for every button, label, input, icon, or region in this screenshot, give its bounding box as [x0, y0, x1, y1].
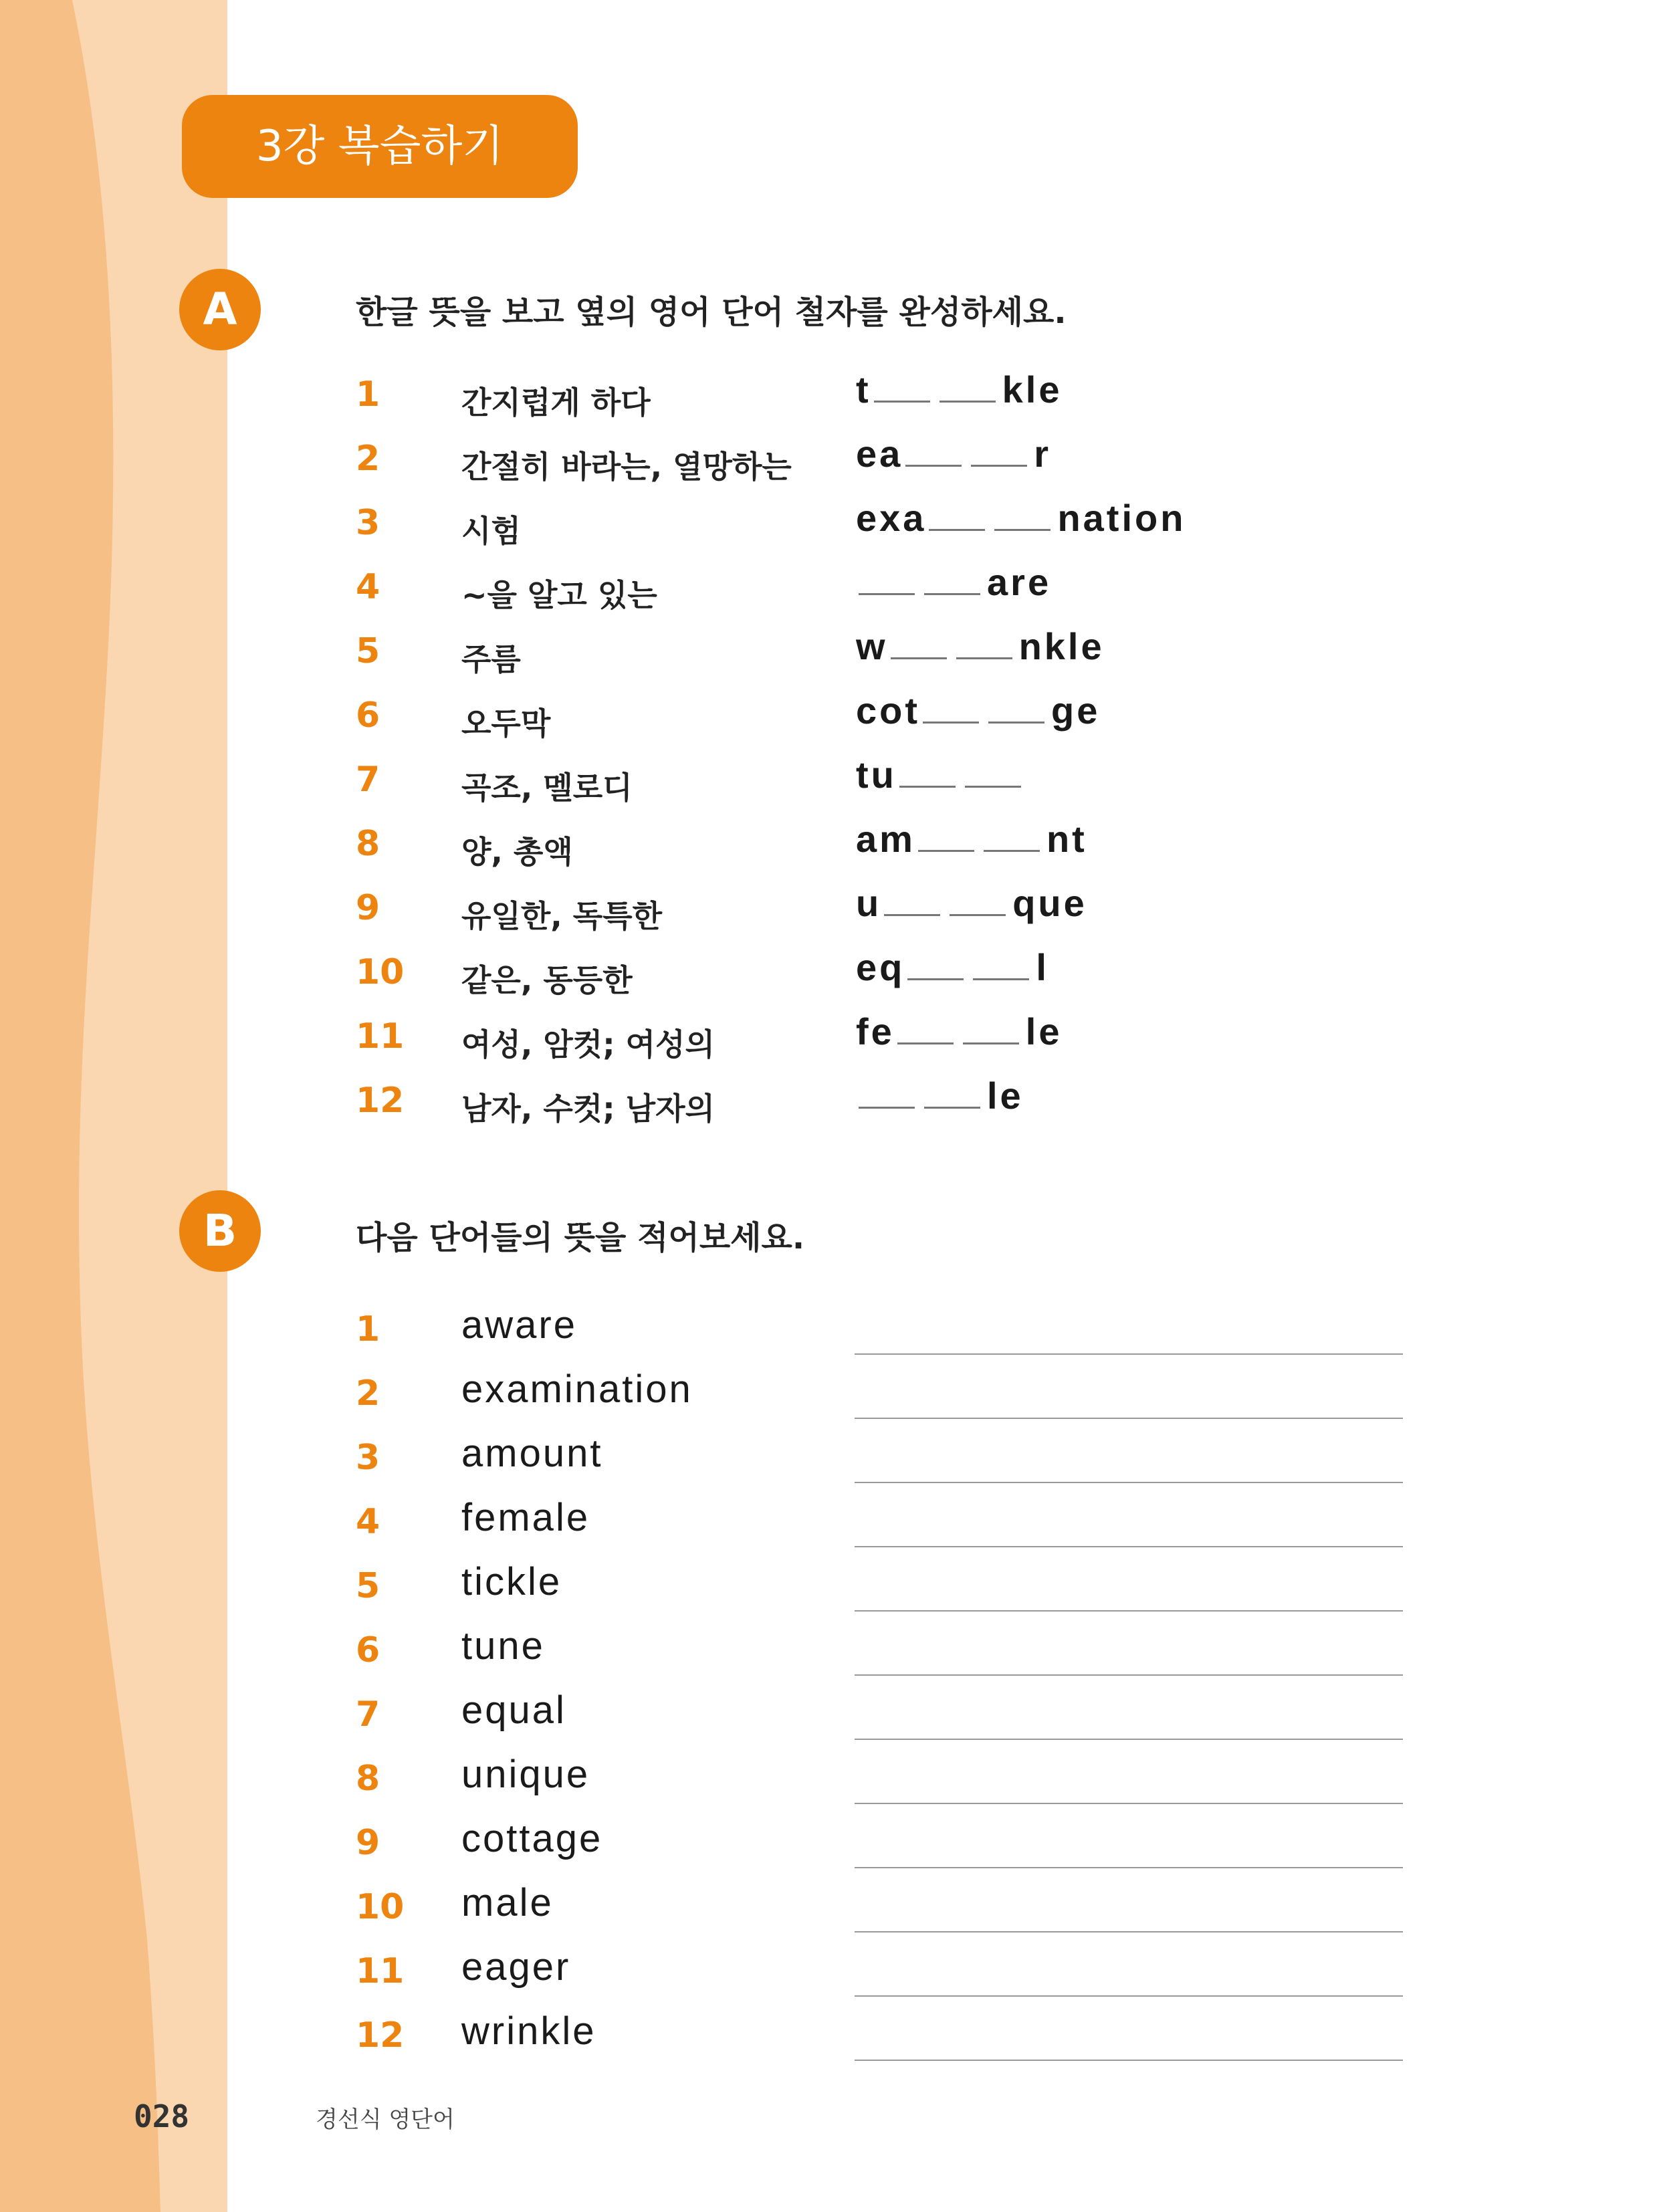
book-title: 경선식 영단어: [316, 2106, 455, 2133]
answer-line[interactable]: [855, 1803, 1403, 1804]
item-number: 8: [356, 1759, 380, 1799]
meaning-row: [0, 1296, 1659, 1360]
partial-word: [856, 496, 1186, 540]
word-prefix: tu: [856, 754, 897, 796]
letter-blank[interactable]: [956, 655, 1012, 659]
english-word: tune: [461, 1624, 545, 1668]
meaning-row: [0, 2002, 1659, 2066]
item-number: 5: [356, 631, 380, 671]
spelling-row: [0, 939, 1659, 1003]
spelling-row: [0, 361, 1659, 425]
korean-meaning: 남자, 수컷; 남자의: [461, 1091, 715, 1127]
item-number: 7: [356, 760, 380, 800]
partial-word: [856, 689, 1100, 732]
letter-blank[interactable]: [899, 783, 956, 788]
answer-line[interactable]: [855, 2060, 1403, 2061]
korean-meaning: 곡조, 멜로디: [461, 770, 633, 806]
word-prefix: t: [856, 368, 871, 411]
meaning-row: [0, 1809, 1659, 1874]
spelling-row: [0, 554, 1659, 618]
letter-blank[interactable]: [971, 462, 1027, 467]
letter-blank[interactable]: [994, 526, 1050, 531]
item-number: 11: [356, 1016, 405, 1057]
spelling-row: [0, 746, 1659, 810]
spelling-row: [0, 682, 1659, 746]
english-word: unique: [461, 1753, 590, 1796]
letter-blank[interactable]: [984, 847, 1040, 852]
letter-blank[interactable]: [859, 590, 915, 595]
letter-blank[interactable]: [918, 847, 974, 852]
meaning-row: [0, 1488, 1659, 1553]
partial-word: [856, 432, 1051, 475]
word-prefix: w: [856, 625, 888, 667]
korean-meaning: 시험: [461, 513, 521, 549]
letter-blank[interactable]: [897, 1040, 954, 1044]
spelling-row: [0, 489, 1659, 554]
answer-line[interactable]: [855, 1931, 1403, 1932]
word-prefix: am: [856, 818, 915, 860]
section-b-instruction: 다음 단어들의 뜻을 적어보세요.: [356, 1219, 805, 1256]
meaning-row: [0, 1874, 1659, 1938]
word-suffix: nkle: [1018, 625, 1105, 667]
word-suffix: le: [987, 1075, 1024, 1117]
letter-blank[interactable]: [950, 911, 1006, 916]
item-number: 1: [356, 1309, 380, 1349]
spelling-row: [0, 425, 1659, 489]
word-prefix: ea: [856, 433, 903, 475]
english-word: female: [461, 1496, 590, 1539]
item-number: 6: [356, 1630, 380, 1670]
korean-meaning: 유일한, 독특한: [461, 898, 663, 934]
item-number: 10: [356, 1887, 405, 1927]
item-number: 8: [356, 824, 380, 864]
item-number: 11: [356, 1951, 405, 1991]
korean-meaning: 같은, 동등한: [461, 962, 633, 998]
korean-meaning: 주름: [461, 641, 521, 677]
english-word: examination: [461, 1367, 693, 1411]
letter-blank[interactable]: [939, 398, 996, 403]
word-suffix: r: [1034, 433, 1052, 475]
answer-line[interactable]: [855, 1546, 1403, 1547]
english-word: eager: [461, 1945, 571, 1989]
english-word: amount: [461, 1432, 603, 1475]
korean-meaning: 여성, 암컷; 여성의: [461, 1026, 715, 1063]
item-number: 2: [356, 439, 380, 479]
meaning-row: [0, 1938, 1659, 2002]
item-number: 3: [356, 503, 380, 543]
partial-word: [856, 817, 1087, 861]
partial-word: [856, 1074, 1024, 1117]
letter-blank[interactable]: [923, 719, 979, 724]
partial-word: [856, 625, 1105, 668]
korean-meaning: 간지럽게 하다: [461, 384, 651, 421]
partial-word: [856, 946, 1049, 989]
word-prefix: eq: [856, 946, 905, 988]
spelling-row: [0, 1067, 1659, 1131]
letter-blank[interactable]: [973, 976, 1029, 980]
spelling-row: [0, 1003, 1659, 1067]
letter-blank[interactable]: [924, 590, 980, 595]
answer-line[interactable]: [855, 1739, 1403, 1740]
letter-blank[interactable]: [963, 1040, 1019, 1044]
item-number: 4: [356, 567, 380, 607]
answer-line[interactable]: [855, 1482, 1403, 1483]
english-word: wrinkle: [461, 2009, 596, 2053]
lesson-title: 3강 복습하기: [182, 95, 578, 198]
meaning-row: [0, 1360, 1659, 1424]
english-word: tickle: [461, 1560, 562, 1603]
letter-blank[interactable]: [884, 911, 940, 916]
answer-line[interactable]: [855, 1353, 1403, 1355]
answer-line[interactable]: [855, 1418, 1403, 1419]
word-suffix: ge: [1051, 689, 1101, 732]
item-number: 4: [356, 1502, 380, 1542]
english-word: male: [461, 1881, 554, 1924]
letter-blank[interactable]: [924, 1104, 980, 1109]
word-prefix: exa: [856, 497, 927, 539]
meaning-row: [0, 1424, 1659, 1488]
spelling-row: [0, 875, 1659, 939]
meaning-row: [0, 1553, 1659, 1617]
word-suffix: que: [1012, 882, 1087, 924]
item-number: 2: [356, 1373, 380, 1414]
word-suffix: le: [1025, 1010, 1063, 1053]
word-suffix: nation: [1057, 497, 1186, 539]
word-prefix: fe: [856, 1010, 895, 1053]
meaning-row: [0, 1681, 1659, 1745]
item-number: 10: [356, 952, 405, 992]
partial-word: [856, 368, 1063, 411]
item-number: 6: [356, 695, 380, 736]
spelling-row: [0, 810, 1659, 875]
word-suffix: are: [987, 561, 1052, 603]
answer-line[interactable]: [855, 1610, 1403, 1612]
letter-blank[interactable]: [907, 976, 964, 980]
answer-line[interactable]: [855, 1995, 1403, 1997]
item-number: 12: [356, 1081, 405, 1121]
item-number: 9: [356, 1823, 380, 1863]
item-number: 3: [356, 1438, 380, 1478]
meaning-row: [0, 1617, 1659, 1681]
answer-line[interactable]: [855, 1674, 1403, 1676]
letter-blank[interactable]: [965, 783, 1021, 788]
word-suffix: l: [1036, 946, 1049, 988]
section-a-instruction: 한글 뜻을 보고 옆의 영어 단어 철자를 완성하세요.: [356, 294, 1067, 331]
answer-line[interactable]: [855, 1867, 1403, 1868]
letter-blank[interactable]: [874, 398, 930, 403]
word-prefix: u: [856, 882, 882, 924]
korean-meaning: 양, 총액: [461, 834, 573, 870]
page-number: 028: [134, 2098, 190, 2134]
letter-blank[interactable]: [891, 655, 947, 659]
partial-word: [856, 1010, 1063, 1053]
letter-blank[interactable]: [905, 462, 962, 467]
word-suffix: kle: [1002, 368, 1063, 411]
word-suffix: nt: [1046, 818, 1087, 860]
spelling-row: [0, 618, 1659, 682]
item-number: 9: [356, 888, 380, 928]
item-number: 5: [356, 1566, 380, 1606]
korean-meaning: 간절히 바라는, 열망하는: [461, 449, 792, 485]
partial-word: [856, 753, 1028, 796]
korean-meaning: 오두막: [461, 705, 551, 742]
english-word: aware: [461, 1303, 577, 1347]
item-number: 1: [356, 374, 380, 415]
partial-word: [856, 881, 1087, 925]
word-prefix: cot: [856, 689, 920, 732]
meaning-row: [0, 1745, 1659, 1809]
section-b-badge: B: [179, 1190, 261, 1272]
partial-word: [856, 560, 1051, 604]
letter-blank[interactable]: [859, 1104, 915, 1109]
korean-meaning: ~을 알고 있는: [461, 577, 657, 613]
item-number: 12: [356, 2015, 405, 2056]
english-word: equal: [461, 1688, 566, 1732]
letter-blank[interactable]: [929, 526, 985, 531]
letter-blank[interactable]: [988, 719, 1044, 724]
english-word: cottage: [461, 1817, 603, 1860]
item-number: 7: [356, 1694, 380, 1735]
section-a-badge: A: [179, 269, 261, 350]
